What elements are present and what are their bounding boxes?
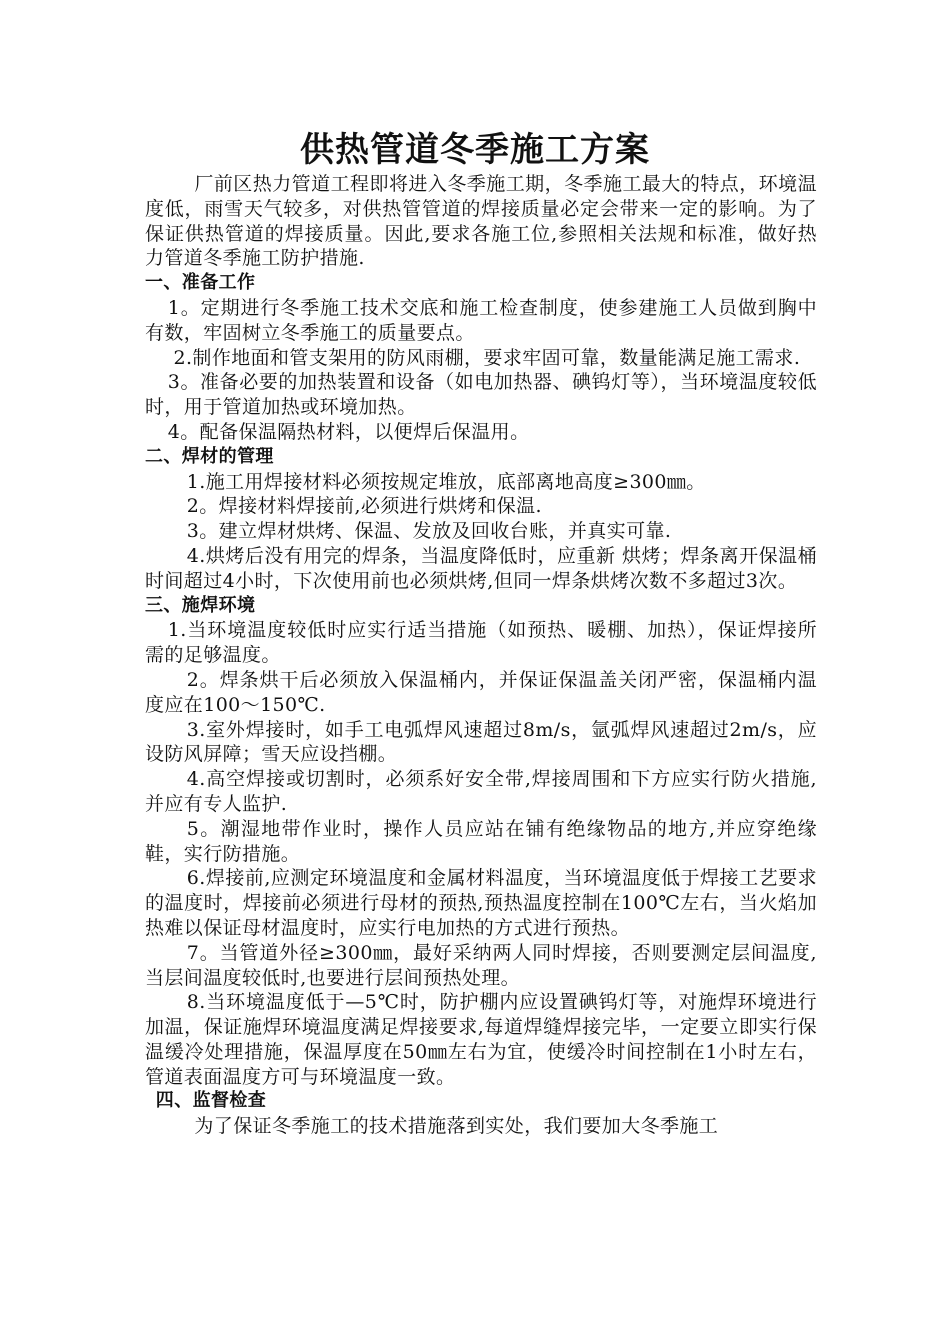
list-item: 1.施工用焊接材料必须按规定堆放，底部离地高度≥300㎜。 <box>186 470 706 493</box>
list-item: 8.当环境温度低于—5℃时，防护棚内应设置碘钨灯等，对施焊环境进行加温，保证施焊环境温度满足焊接要求,每道焊缝焊接完毕，一定要立即实行保温缓冷处理措施，保温厚度在50㎜左右为宜，使缓冷时间控制在1小时左右，管道表面温度方可与环境温度一致。 <box>145 991 817 1088</box>
list-item: 4。配备保温隔热材料，以便焊后保温用。 <box>167 420 530 443</box>
section-heading-welding-materials: 二、焊材的管理 <box>145 445 274 467</box>
section-heading-preparation: 一、准备工作 <box>145 272 256 294</box>
list-item: 6.焊接前,应测定环境温度和金属材料温度，当环境温度低于焊接工艺要求的温度时，焊接前必须进行母材的预热,预热温度控制在100℃左右，当火焰加热难以保证母材温度时，应实行电加热的方式进行预热。 <box>145 867 817 939</box>
list-item: 3。准备必要的加热装置和设备（如电加热器、碘钨灯等），当环境温度较低时，用于管道加热或环境加热。 <box>145 371 817 419</box>
list-item: 5。潮湿地带作业时，操作人员应站在铺有绝缘物品的地方,并应穿绝缘鞋，实行防措施。 <box>145 817 817 865</box>
list-item: 7。当管道外径≥300㎜，最好采纳两人同时焊接，否则要测定层间温度,当层间温度较低时,也要进行层间预热处理。 <box>145 941 817 989</box>
list-item: 2。焊接材料焊接前,必须进行烘烤和保温. <box>186 495 542 518</box>
list-item: 1。定期进行冬季施工技术交底和施工检查制度，使参建施工人员做到胸中有数，牢固树立冬季施工的质量要点。 <box>145 296 817 344</box>
list-item: 4.高空焊接或切割时，必须系好安全带,焊接周围和下方应实行防火措施,并应有专人监护. <box>145 768 817 815</box>
document-title: 供热管道冬季施工方案 <box>300 130 650 170</box>
section-heading-supervision: 四、监督检查 <box>155 1090 267 1112</box>
list-item: 1.当环境温度较低时应实行适当措施（如预热、暖棚、加热），保证焊接所需的足够温度。 <box>145 619 817 667</box>
section-heading-welding-environment: 三、施焊环境 <box>145 594 256 616</box>
list-item: 4.烘烤后没有用完的焊条，当温度降低时，应重新 烘烤；焊条离开保温桶时间超过4小时，下次使用前也必须烘烤,但同一焊条烘烤次数不多超过3次。 <box>145 544 817 592</box>
list-item: 3。建立焊材烘烤、保温、发放及回收台账，并真实可靠. <box>186 520 672 543</box>
list-item: 2。焊条烘干后必须放入保温桶内，并保证保温盖关闭严密，保温桶内温度应在100～150℃. <box>145 668 817 716</box>
list-item: 2.制作地面和管支架用的防风雨棚，要求牢固可靠，数量能满足施工需求. <box>173 346 801 369</box>
list-item: 为了保证冬季施工的技术措施落到实处，我们要加大冬季施工 <box>194 1115 719 1138</box>
list-item: 3.室外焊接时，如手工电弧焊风速超过8m/s，氩弧焊风速超过2m/s，应设防风屏障；雪天应设挡棚。 <box>145 718 817 766</box>
intro-paragraph: 厂前区热力管道工程即将进入冬季施工期，冬季施工最大的特点，环境温度低，雨雪天气较多，对供热管管道的焊接质量必定会带来一定的影响。为了保证供热管道的焊接质量。因此,要求各施工位,参照相关法规和标准，做好热力管道冬季施工防护措施. <box>145 173 817 270</box>
document-body <box>145 172 817 1139</box>
